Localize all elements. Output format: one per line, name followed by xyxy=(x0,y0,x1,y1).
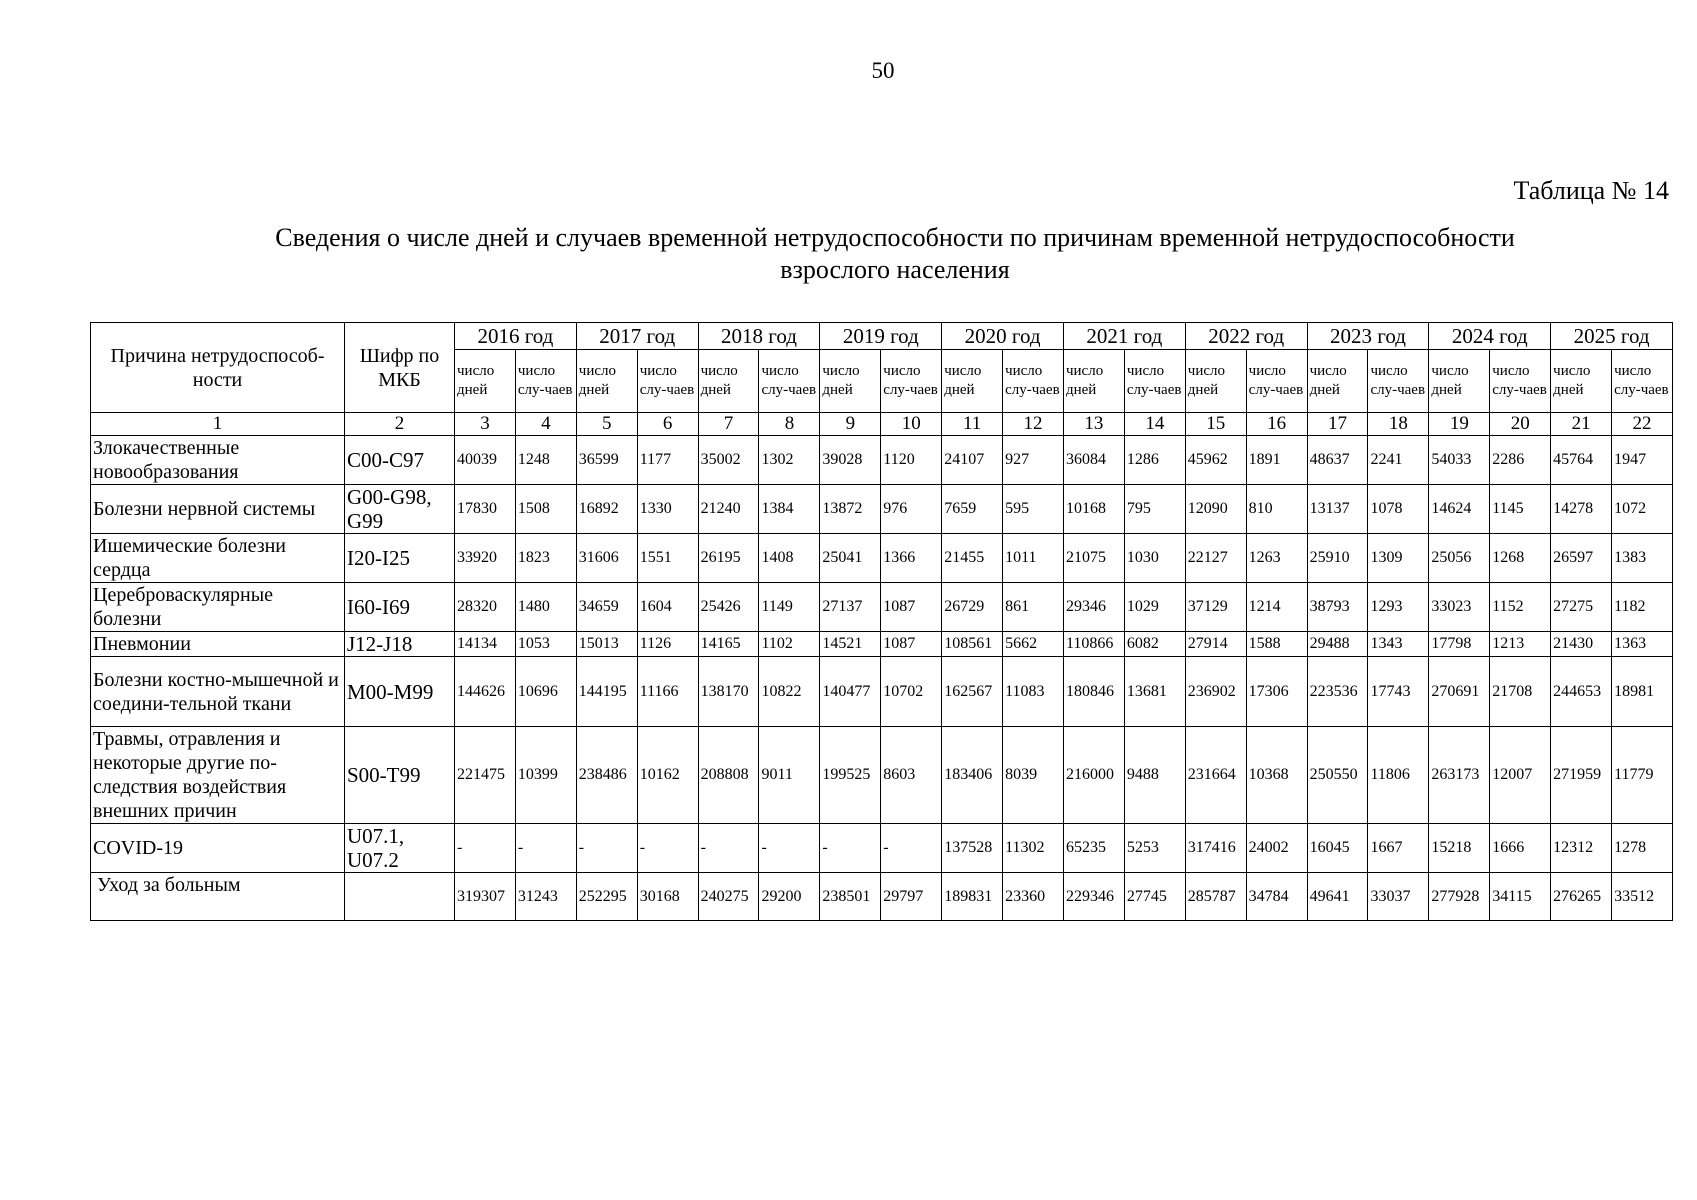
cell-cases: 30168 xyxy=(637,873,698,921)
table-row xyxy=(91,873,1673,921)
cell-cases: 1152 xyxy=(1490,583,1551,632)
cell-cases: 1214 xyxy=(1246,583,1307,632)
cell-cases: 1286 xyxy=(1124,436,1185,485)
row-cause: Травмы, отравления и некоторые другие по-следствия воздействия внешних причин xyxy=(91,727,345,824)
table-header xyxy=(91,323,1673,436)
cell-days: 216000 xyxy=(1063,727,1124,824)
cell-days: 277928 xyxy=(1429,873,1490,921)
cell-days: 33920 xyxy=(455,534,516,583)
subheader-cases: число слу-чаев xyxy=(1612,350,1673,413)
subheader-days: число дней xyxy=(1551,350,1612,413)
cell-cases: 1177 xyxy=(637,436,698,485)
cell-days: 317416 xyxy=(1185,824,1246,873)
subheader-days: число дней xyxy=(455,350,516,413)
row-cause: Уход за больным xyxy=(91,873,345,921)
cell-cases: 34784 xyxy=(1246,873,1307,921)
column-number: 2 xyxy=(345,413,455,436)
cell-days: 39028 xyxy=(820,436,881,485)
cell-cases: 33037 xyxy=(1368,873,1429,921)
cell-days: 229346 xyxy=(1063,873,1124,921)
header-year-9: 2025 год xyxy=(1551,323,1673,350)
cell-cases: 1087 xyxy=(881,632,942,657)
row-icd-code: С00-С97 xyxy=(345,436,455,485)
cell-cases: 1029 xyxy=(1124,583,1185,632)
cell-days: 31606 xyxy=(576,534,637,583)
cell-cases: - xyxy=(637,824,698,873)
cell-cases: 1149 xyxy=(759,583,820,632)
cell-cases: 11806 xyxy=(1368,727,1429,824)
cell-cases: 24002 xyxy=(1246,824,1307,873)
cell-cases: 29797 xyxy=(881,873,942,921)
cell-cases: 1102 xyxy=(759,632,820,657)
cell-days: 38793 xyxy=(1307,583,1368,632)
subheader-cases: число слу-чаев xyxy=(759,350,820,413)
cell-days: 16045 xyxy=(1307,824,1368,873)
cell-days: 15013 xyxy=(576,632,637,657)
cell-days: 48637 xyxy=(1307,436,1368,485)
cell-cases: 1087 xyxy=(881,583,942,632)
column-number: 6 xyxy=(637,413,698,436)
column-number: 1 xyxy=(91,413,345,436)
cell-days: 180846 xyxy=(1063,657,1124,727)
cell-cases: 9011 xyxy=(759,727,820,824)
row-icd-code: S00-T99 xyxy=(345,727,455,824)
cell-days: 13872 xyxy=(820,485,881,534)
cell-cases: 1302 xyxy=(759,436,820,485)
cell-days: 263173 xyxy=(1429,727,1490,824)
cell-cases: 2241 xyxy=(1368,436,1429,485)
cell-days: 250550 xyxy=(1307,727,1368,824)
cell-cases: 1891 xyxy=(1246,436,1307,485)
cell-cases: 10702 xyxy=(881,657,942,727)
cell-cases: 1126 xyxy=(637,632,698,657)
subheader-cases: число слу-чаев xyxy=(1246,350,1307,413)
header-year-5: 2021 год xyxy=(1063,323,1185,350)
column-number: 9 xyxy=(820,413,881,436)
cell-days: 10168 xyxy=(1063,485,1124,534)
table-row xyxy=(91,485,1673,534)
row-cause: Ишемические болезни сердца xyxy=(91,534,345,583)
cell-days: 14278 xyxy=(1551,485,1612,534)
column-number: 3 xyxy=(455,413,516,436)
column-number: 15 xyxy=(1185,413,1246,436)
column-number: 18 xyxy=(1368,413,1429,436)
cell-cases: 11166 xyxy=(637,657,698,727)
cell-cases: 1588 xyxy=(1246,632,1307,657)
cell-cases: 10822 xyxy=(759,657,820,727)
cell-days: 140477 xyxy=(820,657,881,727)
cell-days: 24107 xyxy=(942,436,1003,485)
row-cause: COVID-19 xyxy=(91,824,345,873)
subheader-cases: число слу-чаев xyxy=(637,350,698,413)
cell-cases: 861 xyxy=(1003,583,1064,632)
column-number: 12 xyxy=(1003,413,1064,436)
table-row xyxy=(91,534,1673,583)
cell-days: 65235 xyxy=(1063,824,1124,873)
cell-cases: 1213 xyxy=(1490,632,1551,657)
column-number: 13 xyxy=(1063,413,1124,436)
row-cause: Злокачественные новообразования xyxy=(91,436,345,485)
row-icd-code xyxy=(345,873,455,921)
cell-cases: 1366 xyxy=(881,534,942,583)
subheader-days: число дней xyxy=(1063,350,1124,413)
cell-days: 276265 xyxy=(1551,873,1612,921)
cell-days: 252295 xyxy=(576,873,637,921)
subheader-days: число дней xyxy=(820,350,881,413)
cell-days: 144195 xyxy=(576,657,637,727)
cell-days: 40039 xyxy=(455,436,516,485)
cell-days: 29488 xyxy=(1307,632,1368,657)
cell-cases: 976 xyxy=(881,485,942,534)
cell-days: 199525 xyxy=(820,727,881,824)
cell-cases: 34115 xyxy=(1490,873,1551,921)
cell-days: 27275 xyxy=(1551,583,1612,632)
header-year-6: 2022 год xyxy=(1185,323,1307,350)
cell-cases: 10399 xyxy=(515,727,576,824)
title-line-2: взрослого населения xyxy=(780,255,1010,284)
subheader-days: число дней xyxy=(1429,350,1490,413)
cell-cases: 1667 xyxy=(1368,824,1429,873)
cell-cases: 810 xyxy=(1246,485,1307,534)
cell-days: 270691 xyxy=(1429,657,1490,727)
cell-cases: 33512 xyxy=(1612,873,1673,921)
cell-days: 236902 xyxy=(1185,657,1246,727)
cell-days: 49641 xyxy=(1307,873,1368,921)
cell-cases: 1330 xyxy=(637,485,698,534)
cell-days: 12090 xyxy=(1185,485,1246,534)
table-label: Таблица № 14 xyxy=(1513,176,1669,205)
cell-cases: 8603 xyxy=(881,727,942,824)
cell-days: 33023 xyxy=(1429,583,1490,632)
cell-days: 36599 xyxy=(576,436,637,485)
cell-cases: 9488 xyxy=(1124,727,1185,824)
cell-cases: 1120 xyxy=(881,436,942,485)
cell-days: 14624 xyxy=(1429,485,1490,534)
cell-days: 144626 xyxy=(455,657,516,727)
cell-days: 162567 xyxy=(942,657,1003,727)
cell-days: 17830 xyxy=(455,485,516,534)
cell-cases: 10162 xyxy=(637,727,698,824)
cell-days: 285787 xyxy=(1185,873,1246,921)
column-number: 19 xyxy=(1429,413,1490,436)
cell-cases: 1078 xyxy=(1368,485,1429,534)
cell-cases: 10696 xyxy=(515,657,576,727)
cell-cases: 23360 xyxy=(1003,873,1064,921)
cell-cases: 1072 xyxy=(1612,485,1673,534)
document-title xyxy=(170,222,1620,286)
cell-days: 221475 xyxy=(455,727,516,824)
header-year-7: 2023 год xyxy=(1307,323,1429,350)
cell-cases: 13681 xyxy=(1124,657,1185,727)
cell-cases: 1268 xyxy=(1490,534,1551,583)
cell-days: 15218 xyxy=(1429,824,1490,873)
cell-cases: 1384 xyxy=(759,485,820,534)
cell-days: 231664 xyxy=(1185,727,1246,824)
cell-days: - xyxy=(455,824,516,873)
table-row xyxy=(91,583,1673,632)
cell-cases: 1666 xyxy=(1490,824,1551,873)
cell-days: 14134 xyxy=(455,632,516,657)
row-icd-code: U07.1, U07.2 xyxy=(345,824,455,873)
cell-days: 12312 xyxy=(1551,824,1612,873)
cell-cases: 1604 xyxy=(637,583,698,632)
cell-cases: 17306 xyxy=(1246,657,1307,727)
cell-cases: 1947 xyxy=(1612,436,1673,485)
header-cause: Причина нетрудоспособ-ности xyxy=(91,323,345,413)
row-cause: Болезни костно-мышечной и соедини-тельной ткани xyxy=(91,657,345,727)
cell-cases: 31243 xyxy=(515,873,576,921)
title-line-1: Сведения о числе дней и случаев временной нетрудоспособности по причинам временной нетрудоспособности xyxy=(275,223,1515,252)
row-cause: Болезни нервной системы xyxy=(91,485,345,534)
cell-days: 26597 xyxy=(1551,534,1612,583)
cell-days: 17798 xyxy=(1429,632,1490,657)
cell-cases: 1053 xyxy=(515,632,576,657)
cell-days: 35002 xyxy=(698,436,759,485)
cell-days: 14521 xyxy=(820,632,881,657)
cell-cases: 8039 xyxy=(1003,727,1064,824)
cell-cases: - xyxy=(759,824,820,873)
cell-cases: 6082 xyxy=(1124,632,1185,657)
cell-cases: 10368 xyxy=(1246,727,1307,824)
cell-days: 25426 xyxy=(698,583,759,632)
column-number: 4 xyxy=(515,413,576,436)
header-year-1: 2017 год xyxy=(576,323,698,350)
cell-cases: 5662 xyxy=(1003,632,1064,657)
subheader-cases: число слу-чаев xyxy=(1368,350,1429,413)
cell-cases: 1278 xyxy=(1612,824,1673,873)
cell-days: - xyxy=(820,824,881,873)
cell-cases: 11302 xyxy=(1003,824,1064,873)
row-icd-code: G00-G98, G99 xyxy=(345,485,455,534)
incapacity-table xyxy=(90,322,1673,921)
cell-days: 13137 xyxy=(1307,485,1368,534)
row-icd-code: I60-I69 xyxy=(345,583,455,632)
cell-days: 208808 xyxy=(698,727,759,824)
cell-days: 238486 xyxy=(576,727,637,824)
cell-days: 29346 xyxy=(1063,583,1124,632)
cell-cases: 1248 xyxy=(515,436,576,485)
cell-cases: 1309 xyxy=(1368,534,1429,583)
header-year-3: 2019 год xyxy=(820,323,942,350)
cell-cases: - xyxy=(515,824,576,873)
subheader-days: число дней xyxy=(1185,350,1246,413)
column-number: 17 xyxy=(1307,413,1368,436)
cell-cases: 1408 xyxy=(759,534,820,583)
cell-days: 138170 xyxy=(698,657,759,727)
row-icd-code: I20-I25 xyxy=(345,534,455,583)
cell-days: 240275 xyxy=(698,873,759,921)
subheader-cases: число слу-чаев xyxy=(1003,350,1064,413)
header-year-4: 2020 год xyxy=(942,323,1064,350)
cell-cases: 17743 xyxy=(1368,657,1429,727)
cell-cases: 27745 xyxy=(1124,873,1185,921)
column-number: 14 xyxy=(1124,413,1185,436)
column-number: 21 xyxy=(1551,413,1612,436)
cell-days: 34659 xyxy=(576,583,637,632)
subheader-cases: число слу-чаев xyxy=(515,350,576,413)
column-number: 20 xyxy=(1490,413,1551,436)
cell-days: 7659 xyxy=(942,485,1003,534)
cell-days: 27137 xyxy=(820,583,881,632)
cell-days: 27914 xyxy=(1185,632,1246,657)
cell-cases: 1551 xyxy=(637,534,698,583)
page-number: 50 xyxy=(871,58,895,83)
cell-cases: 11083 xyxy=(1003,657,1064,727)
cell-days: 16892 xyxy=(576,485,637,534)
row-icd-code: М00-М99 xyxy=(345,657,455,727)
cell-days: 189831 xyxy=(942,873,1003,921)
table-row xyxy=(91,824,1673,873)
header-year-8: 2024 год xyxy=(1429,323,1551,350)
year-header-row xyxy=(91,323,1673,350)
cell-days: 21075 xyxy=(1063,534,1124,583)
cell-days: 137528 xyxy=(942,824,1003,873)
cell-days: 21455 xyxy=(942,534,1003,583)
cell-cases: 21708 xyxy=(1490,657,1551,727)
table-row xyxy=(91,657,1673,727)
cell-days: 25910 xyxy=(1307,534,1368,583)
cell-cases: 1343 xyxy=(1368,632,1429,657)
cell-cases: 1508 xyxy=(515,485,576,534)
cell-days: 223536 xyxy=(1307,657,1368,727)
subheader-days: число дней xyxy=(698,350,759,413)
cell-cases: 1823 xyxy=(515,534,576,583)
column-number-row xyxy=(91,413,1673,436)
cell-cases: 5253 xyxy=(1124,824,1185,873)
column-number: 8 xyxy=(759,413,820,436)
subheader-cases: число слу-чаев xyxy=(1490,350,1551,413)
cell-days: 54033 xyxy=(1429,436,1490,485)
cell-cases: 29200 xyxy=(759,873,820,921)
cell-days: 37129 xyxy=(1185,583,1246,632)
column-number: 5 xyxy=(576,413,637,436)
cell-days: 25056 xyxy=(1429,534,1490,583)
cell-cases: 595 xyxy=(1003,485,1064,534)
subheader-cases: число слу-чаев xyxy=(881,350,942,413)
subheader-days: число дней xyxy=(576,350,637,413)
row-icd-code: J12-J18 xyxy=(345,632,455,657)
cell-days: 271959 xyxy=(1551,727,1612,824)
cell-days: 21430 xyxy=(1551,632,1612,657)
cell-days: 319307 xyxy=(455,873,516,921)
header-code: Шифр по МКБ xyxy=(345,323,455,413)
subheader-cases: число слу-чаев xyxy=(1124,350,1185,413)
cell-days: 108561 xyxy=(942,632,1003,657)
table-row xyxy=(91,436,1673,485)
cell-days: 25041 xyxy=(820,534,881,583)
cell-cases: 795 xyxy=(1124,485,1185,534)
column-number: 22 xyxy=(1612,413,1673,436)
row-cause: Пневмонии xyxy=(91,632,345,657)
column-number: 7 xyxy=(698,413,759,436)
cell-cases: 18981 xyxy=(1612,657,1673,727)
cell-days: 22127 xyxy=(1185,534,1246,583)
cell-cases: 1363 xyxy=(1612,632,1673,657)
cell-days: 110866 xyxy=(1063,632,1124,657)
cell-cases: 927 xyxy=(1003,436,1064,485)
cell-cases: 1182 xyxy=(1612,583,1673,632)
cell-days: 183406 xyxy=(942,727,1003,824)
cell-days: 21240 xyxy=(698,485,759,534)
header-year-2: 2018 год xyxy=(698,323,820,350)
row-cause: Цереброваскулярные болезни xyxy=(91,583,345,632)
subheader-days: число дней xyxy=(1307,350,1368,413)
table-row xyxy=(91,727,1673,824)
cell-cases: 1263 xyxy=(1246,534,1307,583)
cell-cases: 1011 xyxy=(1003,534,1064,583)
cell-days: 244653 xyxy=(1551,657,1612,727)
subheader-days: число дней xyxy=(942,350,1003,413)
cell-cases: 12007 xyxy=(1490,727,1551,824)
cell-days: 14165 xyxy=(698,632,759,657)
cell-cases: 1383 xyxy=(1612,534,1673,583)
cell-cases: 11779 xyxy=(1612,727,1673,824)
column-number: 16 xyxy=(1246,413,1307,436)
cell-cases: 1480 xyxy=(515,583,576,632)
cell-days: 28320 xyxy=(455,583,516,632)
cell-cases: 2286 xyxy=(1490,436,1551,485)
cell-days: 238501 xyxy=(820,873,881,921)
header-year-0: 2016 год xyxy=(455,323,577,350)
column-number: 11 xyxy=(942,413,1003,436)
cell-cases: 1293 xyxy=(1368,583,1429,632)
cell-cases: - xyxy=(881,824,942,873)
cell-days: - xyxy=(698,824,759,873)
cell-days: 45962 xyxy=(1185,436,1246,485)
cell-days: 26729 xyxy=(942,583,1003,632)
cell-days: 45764 xyxy=(1551,436,1612,485)
cell-days: 36084 xyxy=(1063,436,1124,485)
table-body xyxy=(91,436,1673,921)
cell-days: - xyxy=(576,824,637,873)
cell-cases: 1145 xyxy=(1490,485,1551,534)
column-number: 10 xyxy=(881,413,942,436)
cell-days: 26195 xyxy=(698,534,759,583)
table-row xyxy=(91,632,1673,657)
cell-cases: 1030 xyxy=(1124,534,1185,583)
